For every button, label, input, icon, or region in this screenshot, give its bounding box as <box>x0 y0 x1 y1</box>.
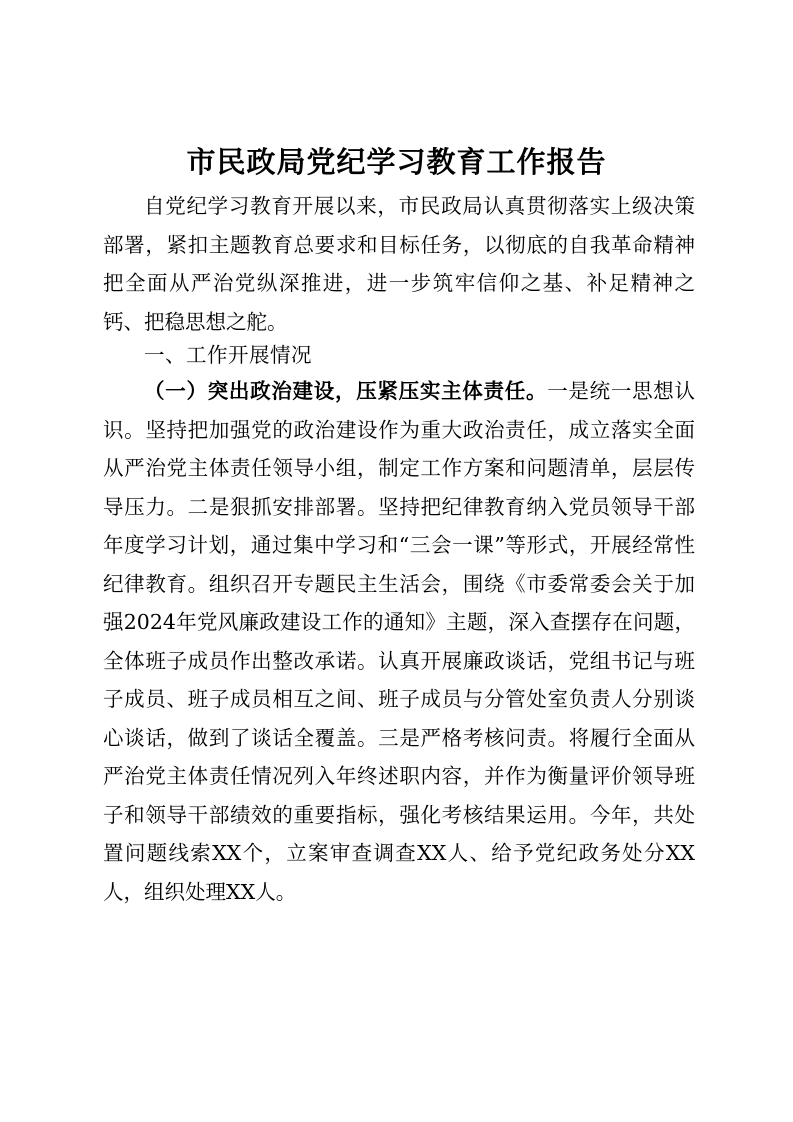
paragraph-text: 一是统一思想认识。坚持把加强党的政治建设作为重大政治责任，成立落实全面从严治党主体责任领导小组，制定工作方案和问题清单，层层传导压力。二是狠抓安排部署。坚持把纪律教育纳入党员领导干部年度学习计划，通过集中学习和“三会一课”等形式，开展经常性纪律教育。组织召开专题民主生活会，围绕《市委常委会关于加强2024年党风廉政建设工作的通知》主题，深入查摆存在问题，全体班子成员作出整改承诺。认真开展廉政谈话，党组书记与班子成员、班子成员相互之间、班子成员与分管处室负责人分别谈心谈话，做到了谈话全覆盖。三是严格考核问责。将履行全面从严治党主体责任情况列入年终述职内容，并作为衡量评价领导班子和领导干部绩效的重要指标，强化考核结果运用。今年，共处置问题线索XX个，立案审查调查XX人、给予党纪政务处分XX人，组织处理XX人。 <box>103 379 696 904</box>
section-heading: 一、工作开展情况 <box>144 343 312 367</box>
paragraph-lead: （一）突出政治建设，压紧压实主体责任。 <box>144 379 548 403</box>
intro-paragraph: 自党纪学习教育开展以来，市民政局认真贯彻落实上级决策部署，紧扣主题教育总要求和目标任务，以彻底的自我革命精神把全面从严治党纵深推进，进一步筑牢信仰之基、补足精神之钙、把稳思想之舵。 <box>103 194 695 334</box>
document-title: 市民政局党纪学习教育工作报告 <box>186 145 607 179</box>
section-paragraph <box>103 372 695 911</box>
